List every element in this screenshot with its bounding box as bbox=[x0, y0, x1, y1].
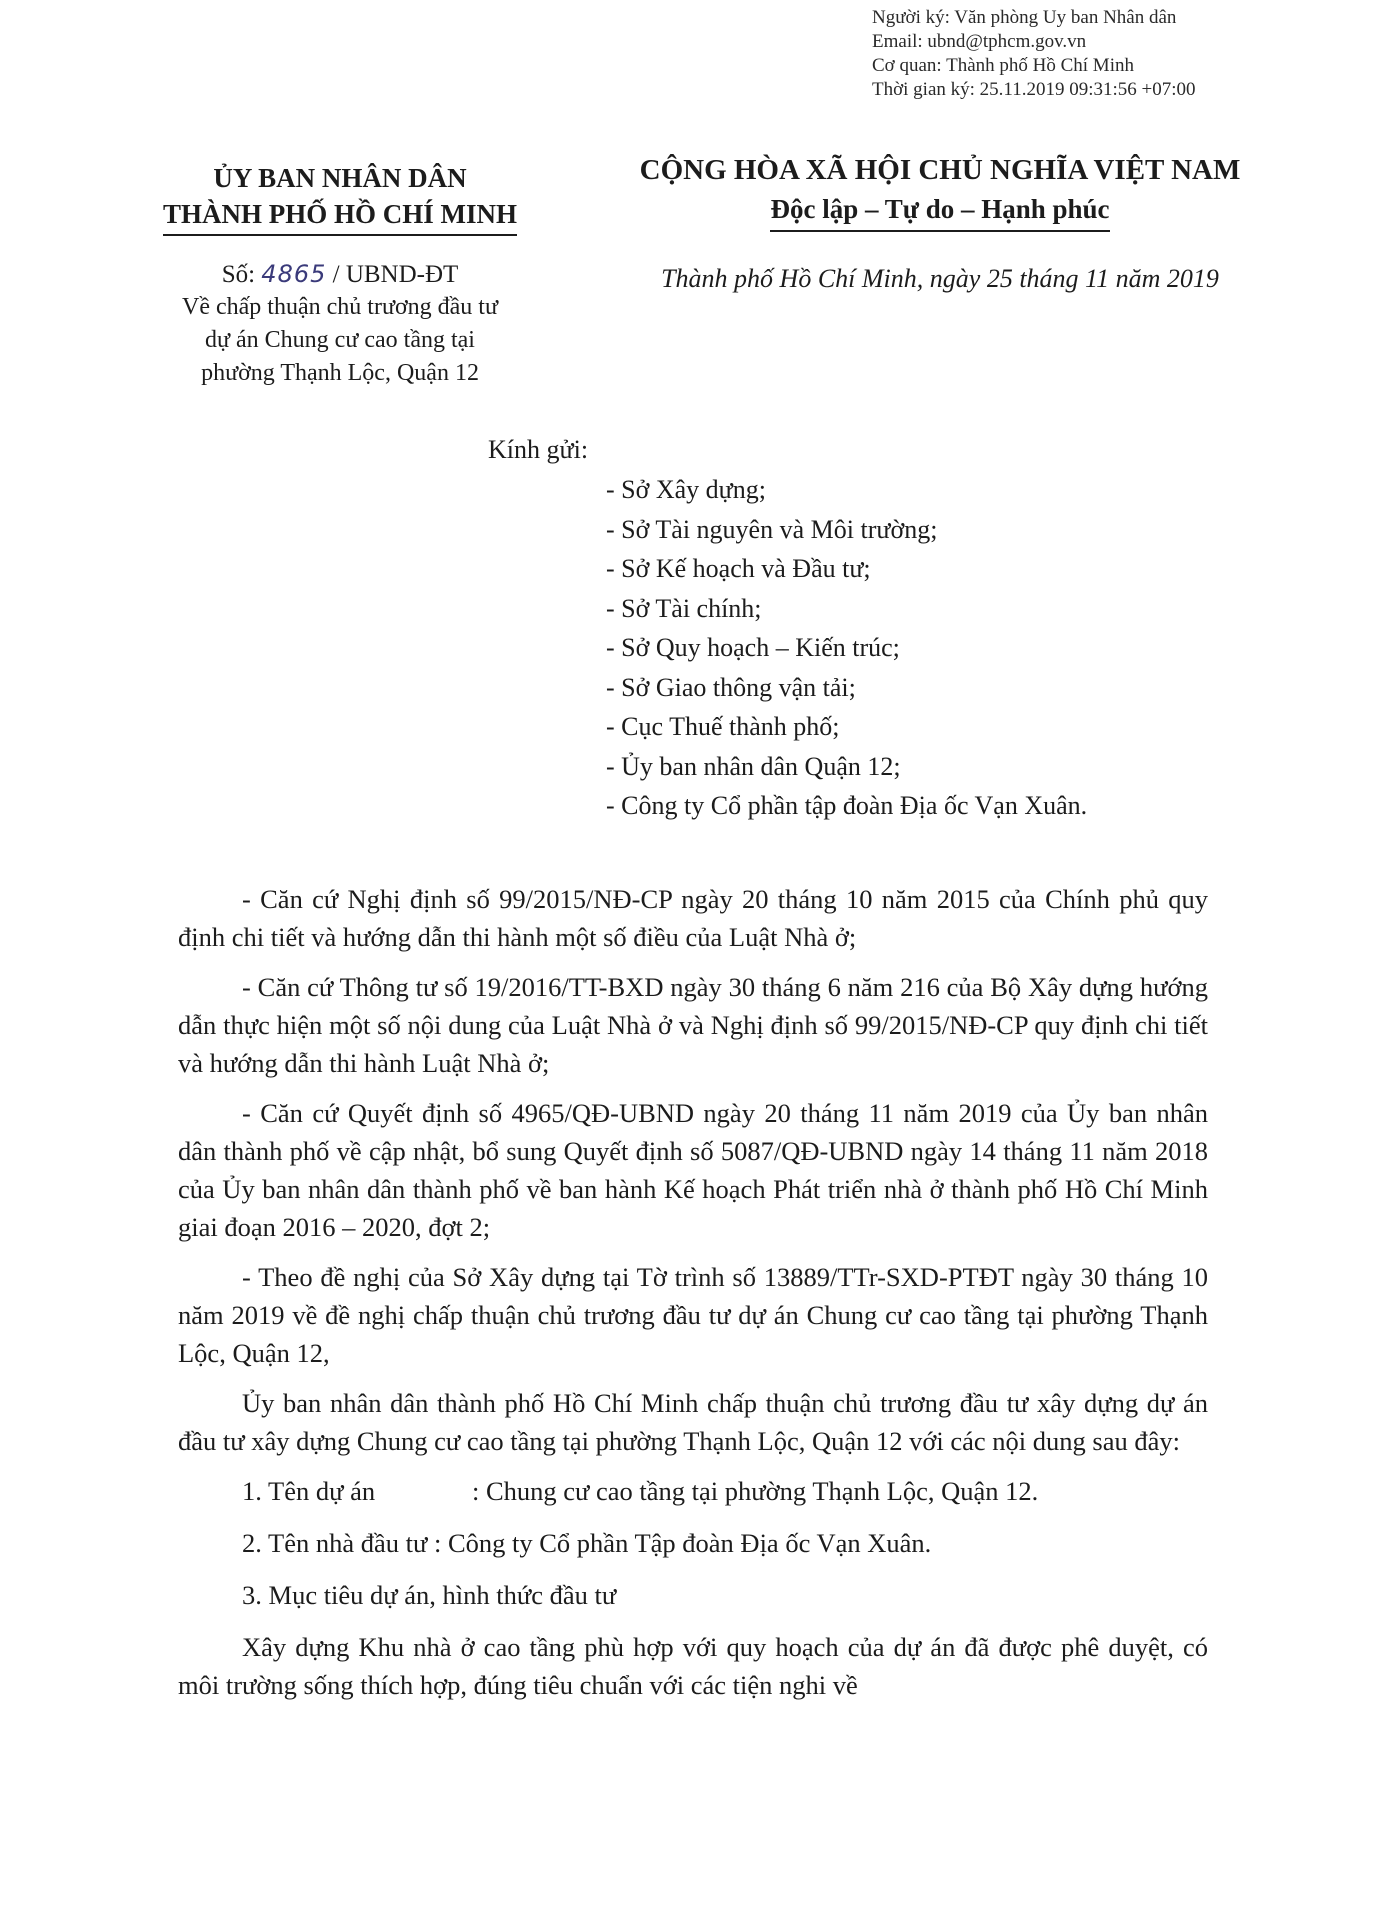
recipient-item: - Sở Giao thông vận tải; bbox=[606, 672, 856, 702]
recipient-item: - Sở Xây dựng; bbox=[606, 475, 766, 504]
content-item-objectives bbox=[178, 1576, 1208, 1614]
number-prefix: Số: bbox=[221, 261, 256, 288]
recipient-item: - Cục Thuế thành phố; bbox=[606, 712, 840, 741]
number-suffix: / UBND-ĐT bbox=[332, 261, 459, 288]
signature-email: Email: ubnd@tphcm.gov.vn bbox=[872, 31, 1087, 52]
digital-signature-block bbox=[872, 6, 1196, 102]
decision-paragraph: Ủy ban nhân dân thành phố Hồ Chí Minh chấp thuận chủ trương đầu tư xây dựng dự án đầu tư xây dựng Chung cư cao tầng tại phường Thạnh Lộc, Quận 12 với các nội dung sau đây: bbox=[178, 1388, 1208, 1456]
objective-paragraph: Xây dựng Khu nhà ở cao tầng phù hợp với quy hoạch của dự án đã được phê duyệt, có môi trường sống thích hợp, đúng tiêu chuẩn với các tiện nghi về bbox=[178, 1632, 1208, 1700]
authority-name-line1: ỦY BAN NHÂN DÂN bbox=[213, 163, 467, 193]
recipient-item: - Sở Tài nguyên và Môi trường; bbox=[606, 514, 938, 544]
letter-body bbox=[178, 880, 1208, 1716]
national-motto: Độc lập – Tự do – Hạnh phúc bbox=[770, 190, 1109, 232]
item-label: 2. Tên nhà đầu tư bbox=[242, 1528, 428, 1558]
recipient-item: - Công ty Cổ phần tập đoàn Địa ốc Vạn Xuân. bbox=[606, 791, 1088, 820]
item-value: : Chung cư cao tầng tại phường Thạnh Lộc, Quận 12. bbox=[472, 1476, 1039, 1506]
document-number bbox=[120, 258, 560, 291]
recipient-item: - Sở Tài chính; bbox=[606, 593, 762, 623]
national-title: CỘNG HÒA XÃ HỘI CHỦ NGHĨA VIỆT NAM bbox=[639, 154, 1241, 186]
recipient-item: - Sở Quy hoạch – Kiến trúc; bbox=[606, 633, 900, 662]
signature-agency: Cơ quan: Thành phố Hồ Chí Minh bbox=[872, 55, 1134, 76]
national-heading-block bbox=[610, 150, 1270, 296]
subject-line: dự án Chung cư cao tầng tại bbox=[205, 327, 475, 353]
legal-basis-paragraph: - Căn cứ Thông tư số 19/2016/TT-BXD ngày 30 tháng 6 năm 216 của Bộ Xây dựng hướng dẫn thực hiện một số nội dung của Luật Nhà ở và Nghị định số 99/2015/NĐ-CP quy định chi tiết và hướng dẫn thi hành Luật Nhà ở; bbox=[178, 972, 1208, 1078]
recipients-label: Kính gửi: bbox=[488, 435, 589, 464]
item-label: 1. Tên dự án bbox=[242, 1476, 376, 1506]
signature-signer: Người ký: Văn phòng Uy ban Nhân dân bbox=[872, 7, 1177, 28]
content-item-investor bbox=[178, 1524, 1208, 1562]
subject-line: phường Thạnh Lộc, Quận 12 bbox=[201, 360, 479, 386]
authority-name-line2: THÀNH PHỐ HỒ CHÍ MINH bbox=[163, 196, 517, 236]
item-value: : Công ty Cổ phần Tập đoàn Địa ốc Vạn Xuân. bbox=[433, 1528, 932, 1558]
recipient-item: - Ủy ban nhân dân Quận 12; bbox=[606, 751, 901, 781]
recipients-list bbox=[606, 470, 1087, 826]
legal-basis-paragraph: - Theo đề nghị của Sở Xây dựng tại Tờ trình số 13889/TTr-SXD-PTĐT ngày 30 tháng 10 năm 2019 về đề nghị chấp thuận chủ trương đầu tư dự án Chung cư cao tầng tại phường Thạnh Lộc, Quận 12, bbox=[178, 1262, 1208, 1368]
subject-line: Về chấp thuận chủ trương đầu tư bbox=[182, 294, 498, 320]
place-and-date: Thành phố Hồ Chí Minh, ngày 25 tháng 11 năm 2019 bbox=[661, 264, 1219, 293]
item-label: 3. Mục tiêu dự án, hình thức đầu tư bbox=[242, 1580, 617, 1610]
recipient-item: - Sở Kế hoạch và Đầu tư; bbox=[606, 554, 871, 583]
legal-basis-paragraph: - Căn cứ Nghị định số 99/2015/NĐ-CP ngày 20 tháng 10 năm 2015 của Chính phủ quy định chi tiết và hướng dẫn thi hành một số điều của Luật Nhà ở; bbox=[178, 884, 1208, 952]
legal-basis-paragraph: - Căn cứ Quyết định số 4965/QĐ-UBND ngày 20 tháng 11 năm 2019 của Ủy ban nhân dân thành phố về cập nhật, bổ sung Quyết định số 5087/QĐ-UBND ngày 14 tháng 11 năm 2018 của Ủy ban nhân dân thành phố về ban hành Kế hoạch Phát triển nhà ở thành phố Hồ Chí Minh giai đoạn 2016 – 2020, đợt 2; bbox=[178, 1098, 1208, 1242]
issuing-authority-block bbox=[120, 160, 560, 390]
signature-time: Thời gian ký: 25.11.2019 09:31:56 +07:00 bbox=[872, 79, 1196, 100]
handwritten-number: 4865 bbox=[261, 260, 327, 288]
content-item-project-name bbox=[178, 1472, 1208, 1510]
